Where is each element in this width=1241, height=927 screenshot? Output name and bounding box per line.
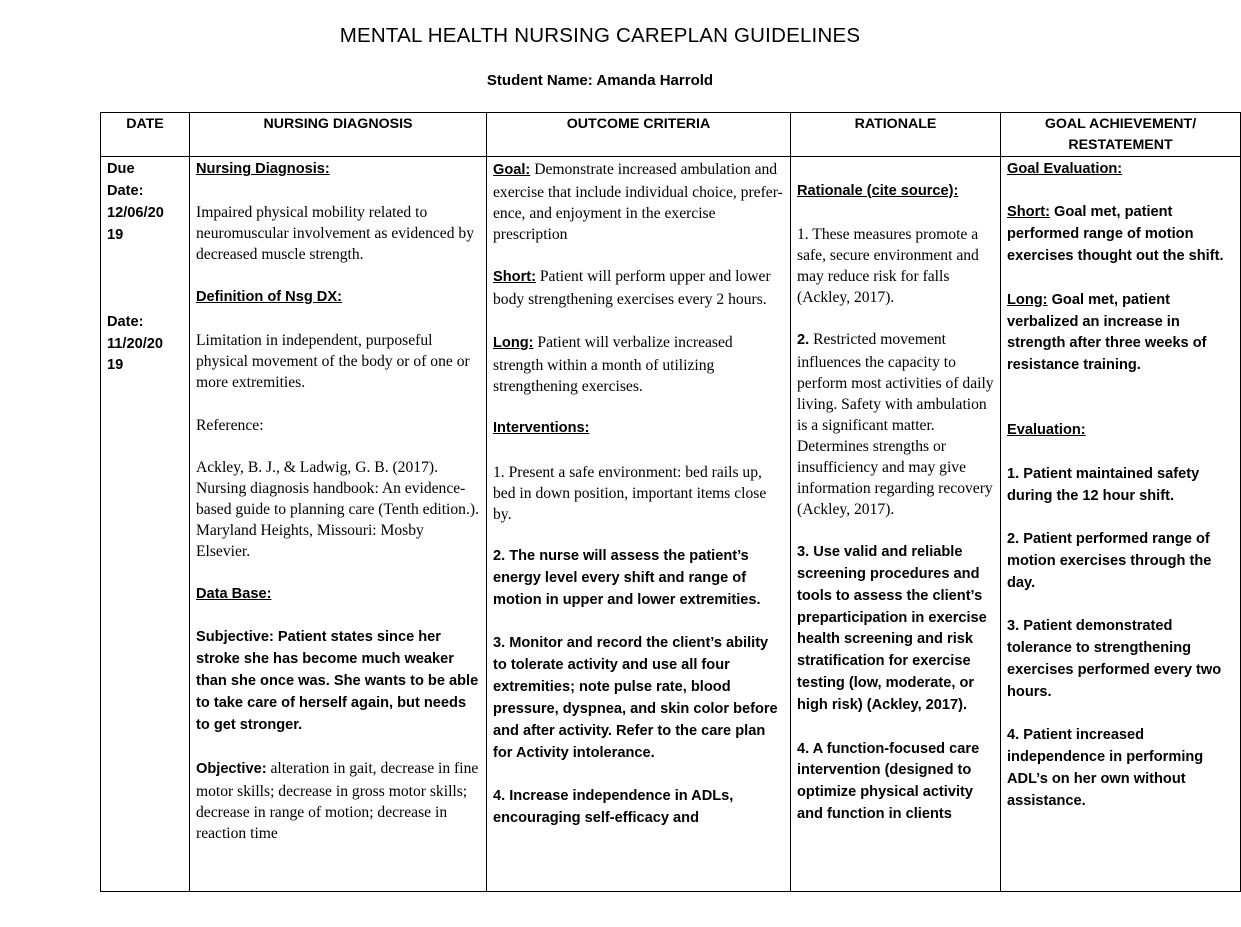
body-row: [101, 157, 1241, 892]
objective-label: Objective:: [196, 761, 267, 778]
short-evaluation-label: Short:: [1007, 204, 1050, 221]
evaluation-3: 3. Patient demonstrated tolerance to strengthening exercises performed every two hours.: [1007, 618, 1222, 700]
rationale-2-text: Restricted movement influences the capacity to perform most activities of daily living. Safety with ambulation is a significant matter. Determines strengths or insufficiency and may give information regarding recovery (Ackley, 2017).: [797, 331, 994, 519]
rationale-3: 3. Use valid and reliable screening procedures and tools to assess the client’s preparticipation in exercise health screening and risk stratification for exercise testing (low, moderate, or high risk) (Ackley, 2017).: [797, 543, 987, 714]
due-date-word: Date:: [107, 182, 144, 199]
data-base-label: Data Base:: [196, 585, 272, 602]
nursing-diagnosis-text: Impaired physical mobility related to neuromuscular involvement as evidenced by decreased muscle strength.: [196, 204, 474, 264]
header-outcome-criteria: OUTCOME CRITERIA: [487, 113, 791, 157]
evaluation-1: 1. Patient maintained safety during the 12 hour shift.: [1007, 465, 1200, 504]
short-goal-text: Patient will perform upper and lower body strengthening exercises every 2 hours.: [493, 268, 771, 309]
careplan-table: [100, 112, 1241, 892]
long-evaluation-label: Long:: [1007, 291, 1048, 308]
rationale-label: Rationale (cite source):: [797, 182, 959, 199]
goal-text: Demonstrate increased ambulation and exercise that include individual choice, prefer- ence, and enjoyment in the exercise prescription: [493, 161, 783, 243]
intervention-2: 2. The nurse will assess the patient’s energy level every shift and range of motion in upper and lower extremities.: [493, 548, 761, 608]
long-goal-text: Patient will verbalize increased strength within a month of utilizing strengthening exercises.: [493, 333, 733, 395]
date-value-line2: 19: [107, 357, 124, 374]
subjective-text: Subjective: Patient states since her stroke she has become much weaker than she once was. She wants to be able to take care of herself again, but needs to get stronger.: [196, 629, 479, 733]
intervention-1: 1. Present a safe environment: bed rails up, bed in down position, important items close by.: [493, 463, 767, 523]
date-value-line1: 11/20/20: [107, 335, 164, 352]
long-evaluation-block: [1007, 290, 1234, 378]
header-rationale: RATIONALE: [791, 113, 1001, 157]
header-date: DATE: [101, 113, 190, 157]
rationale-cell: [791, 157, 1001, 892]
outcome-cell: [487, 157, 791, 892]
long-goal-label: Long:: [493, 334, 534, 351]
intervention-4: 4. Increase independence in ADLs, encouraging self-efficacy and: [493, 788, 734, 827]
goal-block: [493, 159, 784, 245]
goal-label: Goal:: [493, 162, 531, 178]
goal-evaluation-label: Goal Evaluation:: [1007, 161, 1123, 177]
intervention-3: 3. Monitor and record the client’s ability to tolerate activity and use all four extremities; note pulse rate, blood pressure, dyspnea, and skin color before and after activity. Refer to the care plan for Activity intolerance.: [493, 635, 778, 761]
header-nursing-diagnosis: NURSING DIAGNOSIS: [190, 113, 487, 157]
header-goal-achievement: [1001, 113, 1241, 157]
rationale-1: 1. These measures promote a safe, secure environment and may reduce risk for falls (Ackley, 2017).: [797, 225, 979, 306]
long-evaluation-text: Goal met, patient verbalized an increase in strength after three weeks of resistance training.: [1007, 291, 1207, 374]
evaluation-2: 2. Patient performed range of motion exercises through the day.: [1007, 530, 1212, 591]
short-evaluation-text: Goal met, patient performed range of motion exercises thought out the shift.: [1007, 204, 1224, 265]
date-label: Date:: [107, 313, 144, 330]
header-goal-line2: RESTATEMENT: [1068, 137, 1173, 153]
reference-text: Ackley, B. J., & Ladwig, G. B. (2017). Nursing diagnosis handbook: An evidence-based guide to planning care (Tenth edition.). Maryland Heights, Missouri: Mosby Elsevier.: [196, 459, 479, 561]
rationale-2-number: 2.: [797, 332, 810, 349]
interventions-label: Interventions:: [493, 420, 590, 437]
definition-text: Limitation in independent, purposeful physical movement of the body or of one or more extremities.: [196, 332, 470, 392]
due-date-value-line2: 19: [107, 226, 124, 243]
short-evaluation-block: [1007, 202, 1234, 268]
rationale-2-block: [797, 329, 994, 520]
reference-label: Reference:: [196, 416, 264, 434]
diagnosis-cell: [190, 157, 487, 892]
header-goal-line1: GOAL ACHIEVEMENT/: [1044, 116, 1197, 132]
long-goal-block: [493, 332, 784, 397]
due-label: Due: [107, 161, 135, 177]
nursing-diagnosis-label: Nursing Diagnosis:: [196, 161, 330, 177]
evaluation-label: Evaluation:: [1007, 422, 1086, 439]
definition-label: Definition of Nsg DX:: [196, 288, 342, 305]
header-row: [101, 113, 1241, 157]
objective-text: alteration in gait, decrease in fine motor skills; decrease in gross motor skills; decrease in range of motion; decrease in reaction time: [196, 760, 479, 843]
rationale-4: 4. A function-focused care intervention (designed to optimize physical activity and function in clients: [797, 740, 980, 823]
due-date-value-line1: 12/06/20: [107, 204, 164, 221]
document-title: MENTAL HEALTH NURSING CAREPLAN GUIDELINES: [339, 24, 861, 47]
short-goal-label: Short:: [493, 269, 536, 286]
goal-achievement-cell: [1001, 157, 1241, 892]
short-goal-block: [493, 266, 784, 310]
objective-block: [196, 758, 480, 844]
date-cell: [101, 157, 190, 892]
evaluation-4: 4. Patient increased independence in performing ADL’s on her own without assistance.: [1007, 727, 1204, 810]
student-name: Student Name: Amanda Harrold: [486, 72, 714, 89]
